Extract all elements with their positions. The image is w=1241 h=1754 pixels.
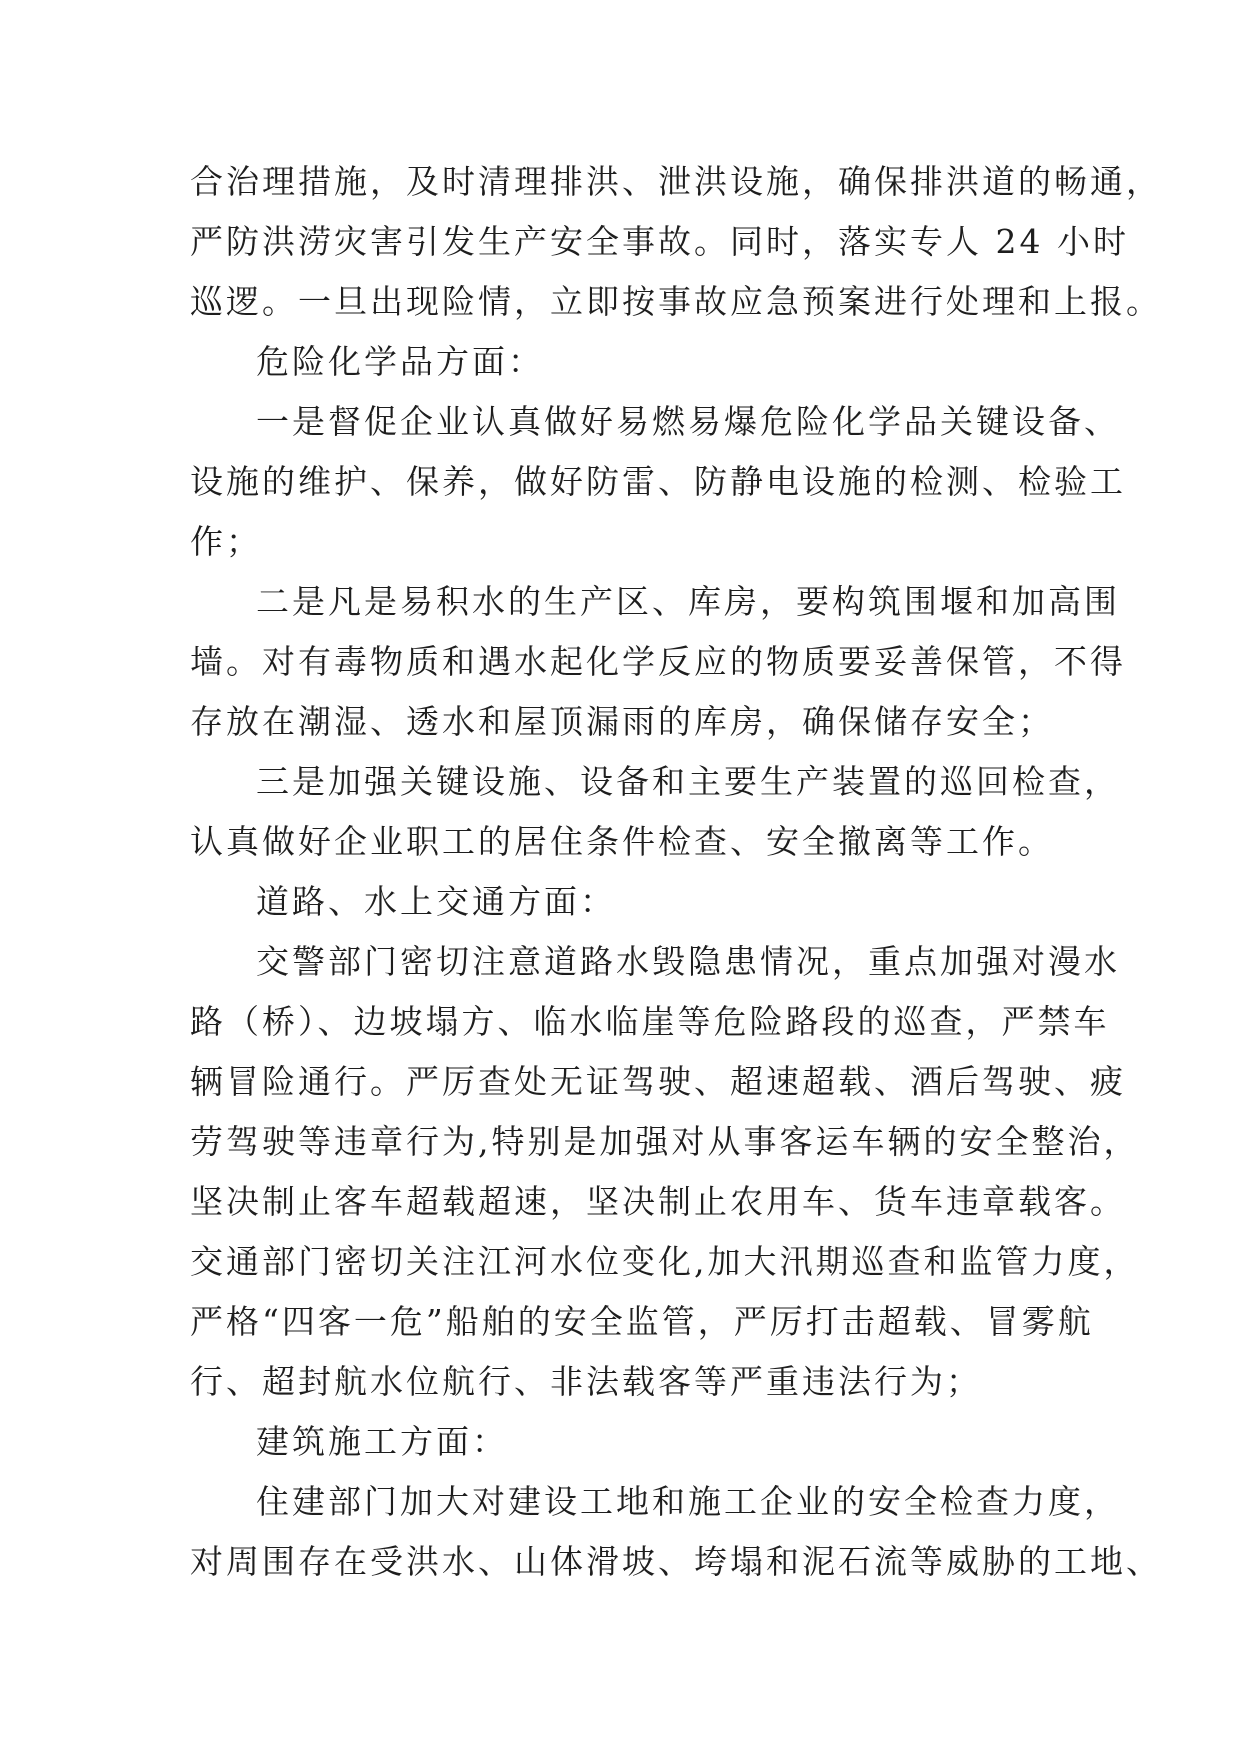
text-line: 存放在潮湿、透水和屋顶漏雨的库房，确保储存安全； [190, 702, 1054, 741]
text-line: 二是凡是易积水的生产区、库房，要构筑围堰和加高围 [256, 582, 1120, 621]
text-line: 设施的维护、保养，做好防雷、防静电设施的检测、检验工 [190, 462, 1126, 501]
section-heading-road-water-traffic: 道路、水上交通方面： [256, 882, 616, 921]
text-line: 作； [190, 522, 262, 561]
text-line: 巡逻。一旦出现险情，立即按事故应急预案进行处理和上报。 [190, 282, 1162, 321]
text-line: 对周围存在受洪水、山体滑坡、垮塌和泥石流等威胁的工地、 [190, 1542, 1162, 1581]
text-line: 三是加强关键设施、设备和主要生产装置的巡回检查， [256, 762, 1120, 801]
text-line: 行、超封航水位航行、非法载客等严重违法行为； [190, 1362, 982, 1401]
text-line: 认真做好企业职工的居住条件检查、安全撤离等工作。 [190, 822, 1054, 861]
text-line: 交通部门密切关注江河水位变化,加大汛期巡查和监管力度， [190, 1242, 1140, 1281]
text-line: 墙。对有毒物质和遇水起化学反应的物质要妥善保管，不得 [190, 642, 1126, 681]
text-line: 住建部门加大对建设工地和施工企业的安全检查力度， [256, 1482, 1120, 1521]
text-line: 坚决制止客车超载超速，坚决制止农用车、货车违章载客。 [190, 1182, 1126, 1221]
text-line: 劳驾驶等违章行为,特别是加强对从事客运车辆的安全整治， [190, 1122, 1140, 1161]
text-line: 交警部门密切注意道路水毁隐患情况，重点加强对漫水 [256, 942, 1120, 981]
document-body [190, 152, 1162, 1592]
text-line: 合治理措施，及时清理排洪、泄洪设施，确保排洪道的畅通， [190, 162, 1162, 201]
text-line: 严防洪涝灾害引发生产安全事故。同时，落实专人 24 小时 [190, 222, 1129, 261]
text-line: 辆冒险通行。严厉查处无证驾驶、超速超载、酒后驾驶、疲 [190, 1062, 1126, 1101]
text-line: 路（桥）、边坡塌方、临水临崖等危险路段的巡查，严禁车 [190, 1002, 1110, 1041]
section-heading-hazardous-chemicals: 危险化学品方面： [256, 342, 544, 381]
text-line: 一是督促企业认真做好易燃易爆危险化学品关键设备、 [256, 402, 1120, 441]
section-heading-construction: 建筑施工方面： [256, 1422, 508, 1461]
text-line: 严格“四客一危”船舶的安全监管，严厉打击超载、冒雾航 [190, 1302, 1094, 1341]
